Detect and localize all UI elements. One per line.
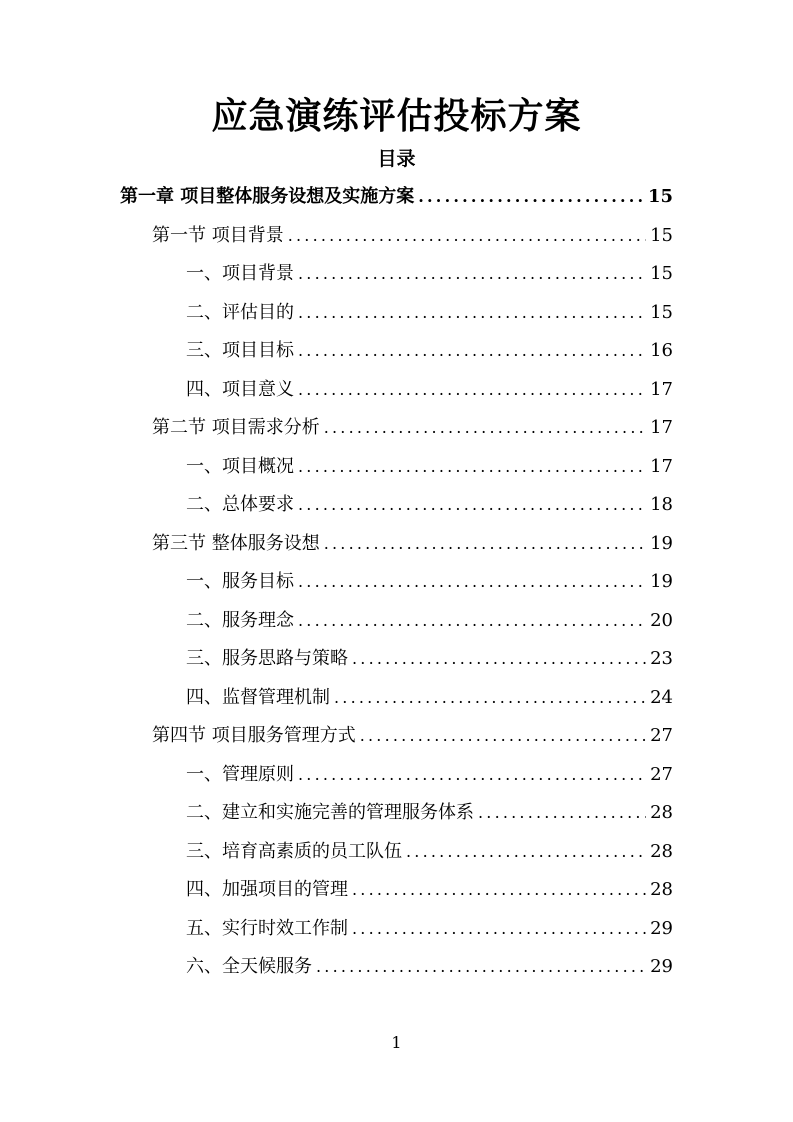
toc-dot-leader [298, 294, 646, 332]
toc-heading: 目录 [377, 148, 416, 170]
toc-entry-page: 24 [650, 687, 673, 708]
toc-entry-page: 28 [650, 879, 673, 900]
toc-entry[interactable] [186, 486, 673, 524]
toc-entry[interactable] [152, 409, 673, 447]
toc-entry[interactable] [186, 563, 673, 601]
toc-dot-leader [298, 332, 646, 370]
toc-entry-page: 23 [650, 648, 673, 669]
toc-entry-label: 四、项目意义 [186, 379, 294, 400]
document-title: 应急演练评估投标方案 [211, 95, 582, 137]
toc-dot-leader [478, 794, 646, 832]
toc-entry[interactable] [186, 294, 673, 332]
toc-entry-label: 第三节 整体服务设想 [152, 533, 320, 554]
toc-entry-page: 15 [650, 263, 673, 284]
toc-entry-page: 27 [650, 725, 673, 746]
toc-entry[interactable] [186, 833, 673, 871]
toc-dot-leader [360, 717, 646, 755]
toc-entry-label: 第四节 项目服务管理方式 [152, 725, 356, 746]
toc-entry-page: 16 [650, 340, 673, 361]
toc-entry[interactable] [186, 756, 673, 794]
toc-entry[interactable] [186, 332, 673, 370]
toc-entry[interactable] [186, 448, 673, 486]
toc-entry-label: 第一章 项目整体服务设想及实施方案 [120, 186, 415, 207]
toc-dot-leader [334, 679, 646, 717]
toc-entry-page: 19 [650, 533, 673, 554]
toc-entry-label: 一、服务目标 [186, 571, 294, 592]
toc-dot-leader [298, 756, 646, 794]
toc-entry-label: 三、培育高素质的员工队伍 [186, 841, 402, 862]
toc-entry-page: 17 [650, 379, 673, 400]
toc-entry-label: 一、项目背景 [186, 263, 294, 284]
toc-entry[interactable] [186, 948, 673, 986]
toc-entry-page: 28 [650, 802, 673, 823]
toc-entry[interactable] [152, 217, 673, 255]
toc-entry[interactable] [186, 255, 673, 293]
toc-entry-page: 15 [647, 186, 673, 207]
toc-dot-leader [324, 409, 646, 447]
toc-entry-label: 二、评估目的 [186, 302, 294, 323]
toc-entry[interactable] [186, 602, 673, 640]
toc-dot-leader [298, 371, 646, 409]
toc-entry-page: 18 [650, 494, 673, 515]
toc-entry[interactable] [152, 525, 673, 563]
toc-entry-page: 15 [650, 225, 673, 246]
toc-dot-leader [352, 640, 646, 678]
toc-entry-label: 第一节 项目背景 [152, 225, 284, 246]
toc-entry-label: 三、服务思路与策略 [186, 648, 348, 669]
toc-entry-label: 四、监督管理机制 [186, 687, 330, 708]
toc-dot-leader [298, 486, 646, 524]
toc-entry-label: 二、建立和实施完善的管理服务体系 [186, 802, 474, 823]
toc-entry-label: 一、管理原则 [186, 764, 294, 785]
toc-dot-leader [406, 833, 646, 871]
toc-entry-label: 二、总体要求 [186, 494, 294, 515]
toc-entry-page: 19 [650, 571, 673, 592]
toc-entry-page: 28 [650, 841, 673, 862]
toc-entry[interactable] [186, 679, 673, 717]
toc-entry[interactable] [186, 871, 673, 909]
toc-dot-leader [288, 217, 646, 255]
toc-entry[interactable] [186, 794, 673, 832]
toc-dot-leader [418, 178, 644, 216]
toc-dot-leader [298, 602, 646, 640]
toc-entry[interactable] [186, 910, 673, 948]
toc-entry-page: 29 [650, 918, 673, 939]
toc-entry-page: 29 [650, 956, 673, 977]
toc-dot-leader [298, 563, 646, 601]
toc-dot-leader [298, 448, 646, 486]
toc-entry-label: 六、全天候服务 [186, 956, 312, 977]
toc-entry-page: 17 [650, 456, 673, 477]
toc-entry-label: 一、项目概况 [186, 456, 294, 477]
toc-entry-label: 三、项目目标 [186, 340, 294, 361]
toc-entry[interactable] [120, 178, 673, 216]
toc-entry[interactable] [186, 640, 673, 678]
toc-entry-label: 第二节 项目需求分析 [152, 417, 320, 438]
toc-entry-page: 15 [650, 302, 673, 323]
toc-entry-page: 20 [650, 610, 673, 631]
toc-dot-leader [324, 525, 646, 563]
page-number: 1 [391, 1033, 402, 1052]
toc-entry-label: 二、服务理念 [186, 610, 294, 631]
toc-dot-leader [352, 871, 646, 909]
toc-dot-leader [298, 255, 646, 293]
toc-entry[interactable] [152, 717, 673, 755]
toc-entry-label: 四、加强项目的管理 [186, 879, 348, 900]
toc-dot-leader [316, 948, 646, 986]
toc-dot-leader [352, 910, 646, 948]
toc-entry[interactable] [186, 371, 673, 409]
toc-entry-page: 27 [650, 764, 673, 785]
toc-entry-page: 17 [650, 417, 673, 438]
toc-entry-label: 五、实行时效工作制 [186, 918, 348, 939]
